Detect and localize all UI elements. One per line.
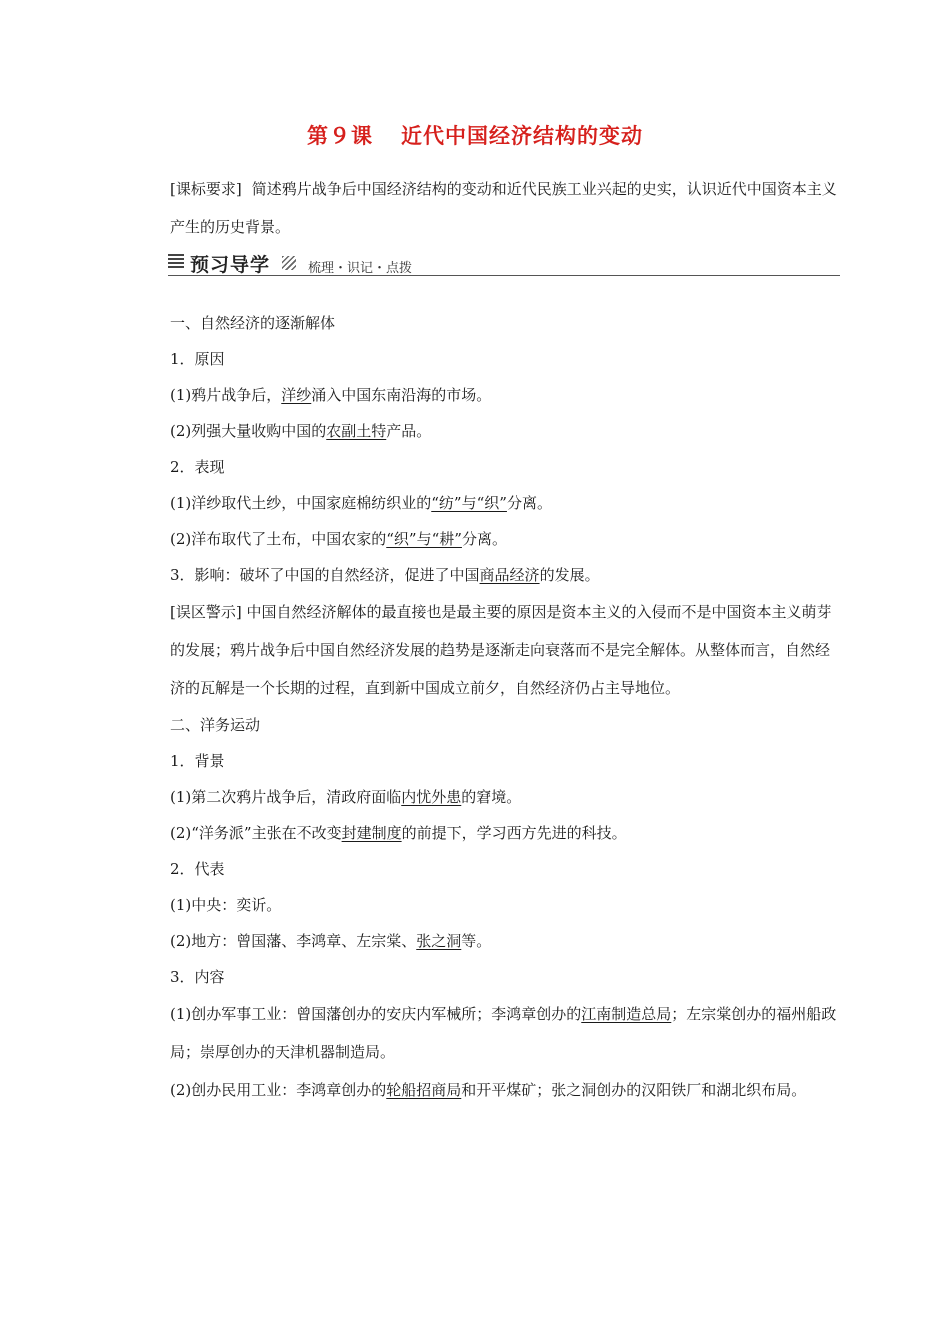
section-heading: 二、洋务运动 [170,716,261,734]
curriculum-requirement [170,170,840,246]
section-banner [168,250,840,280]
list-item: (2)创办民用工业：李鸿章创办的轮船招商局和开平煤矿；张之洞创办的汉阳铁厂和湖北织布局。 [170,1081,807,1099]
list-item: (2)洋布取代了土布，中国农家的“织”与“耕”分离。 [170,530,507,548]
list-item: 3．影响：破坏了中国的自然经济，促进了中国商品经济的发展。 [170,566,600,584]
list-item: (1)鸦片战争后，洋纱涌入中国东南沿海的市场。 [170,386,492,404]
list-item: (2)“洋务派”主张在不改变封建制度的前提下，学习西方先进的科技。 [170,824,627,842]
misconception-warning: [误区警示] 中国自然经济解体的最直接也是最主要的原因是资本主义的入侵而不是中国资本主义萌芽的发展；鸦片战争后中国自然经济发展的趋势是逐渐走向衰落而不是完全解体。从整体而言，自然经济的瓦解是一个长期的过程，直到新中国成立前夕，自然经济仍占主导地位。 [170,603,832,697]
list-item: (1)中央：奕䜣。 [170,896,282,914]
subheading: 2．表现 [170,458,225,476]
banner-subtitle: 梳理・识记・点拨 [308,261,413,276]
fill-blank-answer: “织”与“耕” [386,530,462,548]
fill-blank-answer: 农副土特 [326,422,387,440]
subheading: 3．内容 [170,968,225,986]
fill-blank-answer: 江南制造总局 [581,1005,672,1023]
fill-blank-answer: 洋纱 [281,386,312,404]
lesson-title [0,120,950,150]
requirement-text: 简述鸦片战争后中国经济结构的变动和近代民族工业兴起的史实，认识近代中国资本主义产生的历史背景。 [170,180,837,236]
list-item: (2)列强大量收购中国的农副土特产品。 [170,422,432,440]
section-heading: 一、自然经济的逐渐解体 [170,314,336,332]
hatch-icon [168,254,184,270]
lesson-number: 第９课 [307,124,373,148]
requirement-tag: [课标要求] [170,180,242,198]
main-content [170,305,840,1109]
fill-blank-answer: “纺”与“织” [431,494,507,512]
list-item: (2)地方：曾国藩、李鸿章、左宗棠、张之洞等。 [170,932,492,950]
fill-blank-answer: 轮船招商局 [386,1081,462,1099]
subheading: 1．背景 [170,752,225,770]
subheading: 2．代表 [170,860,225,878]
fill-blank-answer: 张之洞 [416,932,462,950]
subheading: 1．原因 [170,350,225,368]
list-item: (1)创办军事工业：曾国藩创办的安庆内军械所；李鸿章创办的江南制造总局；左宗棠创办的福州船政局；崇厚创办的天津机器制造局。 [170,1005,837,1061]
lesson-name: 近代中国经济结构的变动 [401,124,643,148]
list-item: (1)第二次鸦片战争后，清政府面临内忧外患的窘境。 [170,788,522,806]
slash-pattern-icon [282,256,296,270]
fill-blank-answer: 内忧外患 [401,788,462,806]
list-item: (1)洋纱取代土纱，中国家庭棉纺织业的“纺”与“织”分离。 [170,494,552,512]
fill-blank-answer: 商品经济 [479,566,540,584]
fill-blank-answer: 封建制度 [341,824,402,842]
banner-title: 预习导学 [190,254,271,276]
